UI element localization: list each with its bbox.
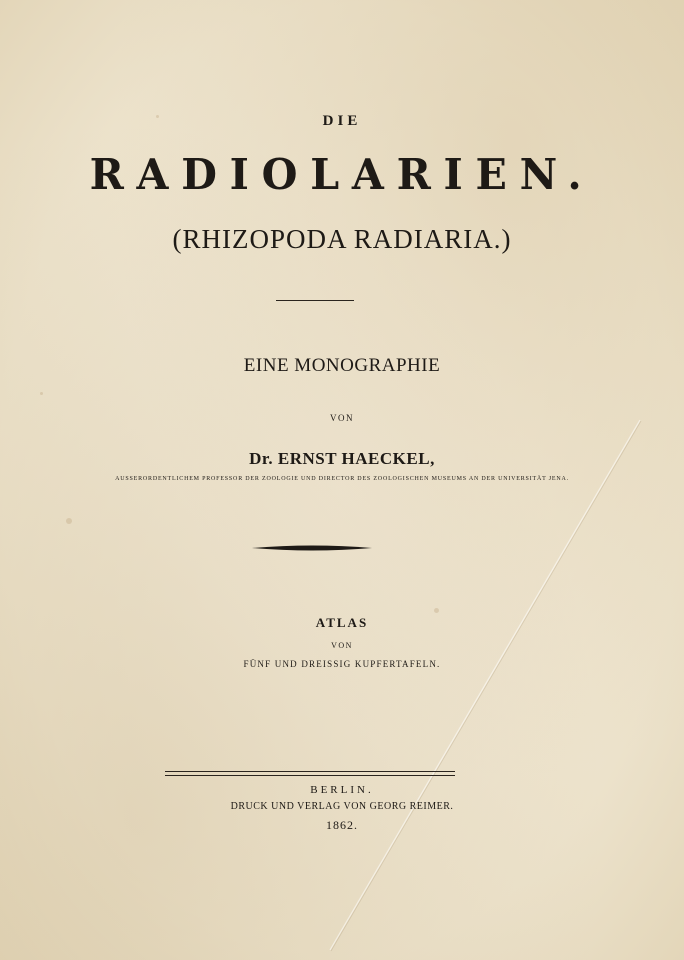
monograph-label: EINE MONOGRAPHIE [243, 355, 441, 376]
publication-city: BERLIN. [310, 784, 374, 796]
atlas-label: ATLAS [315, 615, 369, 630]
ornamental-rule [252, 544, 372, 552]
publication-year: 1862. [326, 818, 358, 832]
subtitle: (RHIZOPODA RADIARIA.) [172, 224, 512, 254]
divider-rule [276, 300, 354, 301]
with-label: VON [331, 641, 353, 650]
main-title: RADIOLARIEN. [89, 150, 595, 199]
author-name: Dr. ERNST HAECKEL, [249, 449, 435, 468]
author-affiliation: AUSSERORDENTLICHEM PROFESSOR DER ZOOLOGIE UND DIRECTOR DES ZOOLOGISCHEN MUSEUMS AN DER UNIVERSITÄT JENA. [115, 476, 569, 482]
double-rule [165, 771, 455, 776]
heading-die: DIE [322, 113, 362, 129]
publisher: DRUCK UND VERLAG VON GEORG REIMER. [230, 801, 454, 812]
plates-description: FÜNF UND DREISSIG KUPFERTAFELN. [243, 659, 441, 669]
by-label: VON [330, 413, 354, 423]
